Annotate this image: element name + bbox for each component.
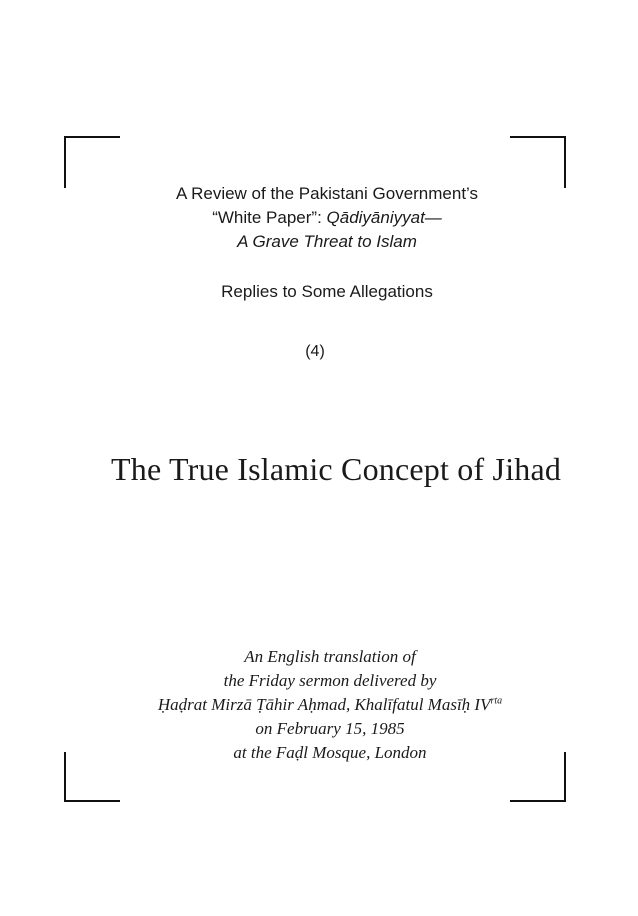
translation-credit xyxy=(100,645,560,765)
series-subtitle: Replies to Some Allegations xyxy=(221,282,433,301)
series-header-line-2 xyxy=(120,206,534,230)
crop-mark-top-left-horizontal xyxy=(64,136,120,138)
series-header xyxy=(120,182,534,254)
speaker-name: Ḥaḍrat Mirzā Ṭāhir Aḥmad, Khalīfatul Masīḥ IV xyxy=(157,695,491,714)
crop-mark-bottom-left-vertical xyxy=(64,752,66,802)
white-paper-subtitle: A Grave Threat to Islam xyxy=(237,232,417,251)
white-paper-title: Qādiyāniyyat— xyxy=(326,208,442,227)
honorific-superscript: rta xyxy=(490,695,503,707)
series-header-line-1: A Review of the Pakistani Government’s xyxy=(175,184,479,203)
credit-line-3 xyxy=(100,693,560,717)
crop-mark-bottom-right-horizontal xyxy=(510,800,566,802)
credit-line-1: An English translation of xyxy=(244,647,416,666)
crop-mark-top-right-vertical xyxy=(564,136,566,188)
credit-line-4: on February 15, 1985 xyxy=(255,719,405,738)
crop-mark-bottom-right-vertical xyxy=(564,752,566,802)
credit-line-5: at the Faḍl Mosque, London xyxy=(233,743,427,762)
crop-mark-top-right-horizontal xyxy=(510,136,566,138)
series-header-line-3 xyxy=(120,230,534,254)
crop-mark-top-left-vertical xyxy=(64,136,66,188)
book-title: The True Islamic Concept of Jihad xyxy=(111,451,562,487)
white-paper-label: “White Paper”: xyxy=(212,208,327,227)
crop-mark-bottom-left-horizontal xyxy=(64,800,120,802)
credit-line-2: the Friday sermon delivered by xyxy=(223,671,437,690)
volume-number: (4) xyxy=(305,343,325,360)
